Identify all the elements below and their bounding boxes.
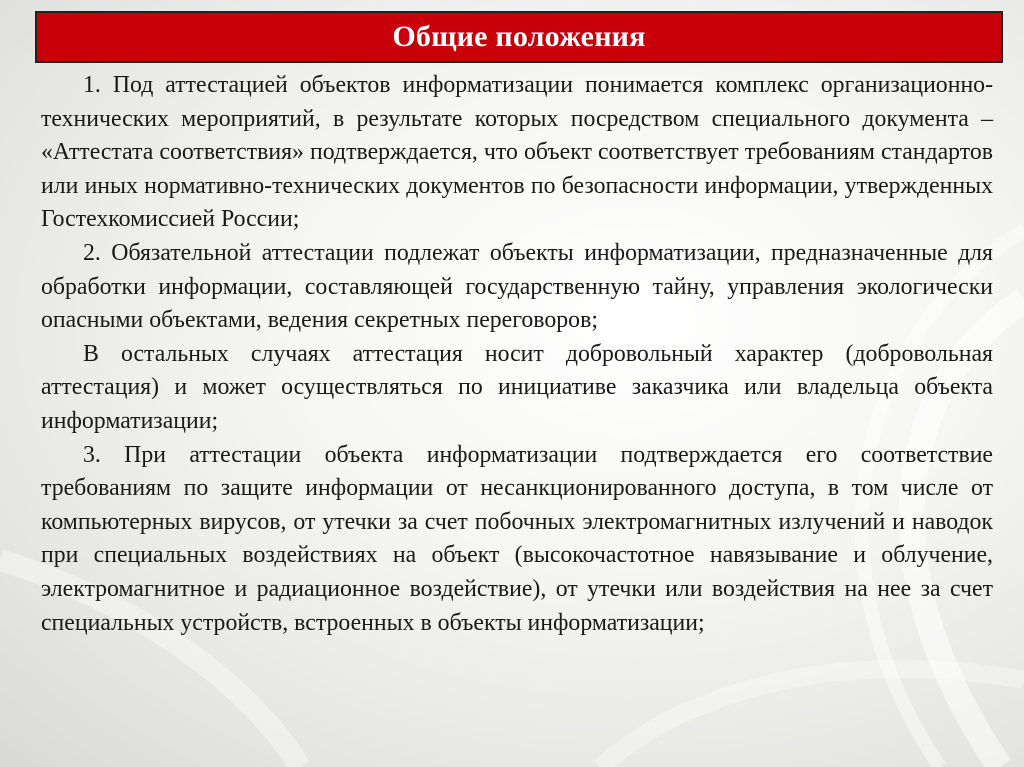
paragraph-4: 3. При аттестации объекта информатизации подтверждается его соответствие требованиям по защите информации от несанкционированного доступа, в том числе от компьютерных вирусов, от утечки за счет побочных электромагнитных излучений и наводок при специальных воздействиях на объект (высокочастотное навязывание и облучение, электромагнитное и радиационное воздействие), от утечки или воздействия на нее за счет специальных устройств, встроенных в объекты информатизации; xyxy=(41,441,993,636)
paragraph-2: 2. Обязательной аттестации подлежат объекты информатизации, предназначенные для обработки информации, составляющей государственную тайну, управления экологически опасными объектами, ведения секретных переговоров; xyxy=(41,239,993,334)
slide-title: Общие положения xyxy=(392,20,646,53)
paragraph-3: В остальных случаях аттестация носит добровольный характер (добровольная аттестация) и может осуществляться по инициативе заказчика или владельца объекта информатизации; xyxy=(41,340,993,434)
slide-title-bar xyxy=(35,11,1003,63)
slide-body xyxy=(41,69,993,640)
paragraph-1: 1. Под аттестацией объектов информатизации понимается комплекс организационно-технических мероприятий, в результате которых посредством специального документа – «Аттестата соответствия» подтверждается, что объект соответствует требованиям стандартов или иных нормативно-технических документов по безопасности информации, утвержденных Гостехкомиссией России; xyxy=(41,72,993,233)
